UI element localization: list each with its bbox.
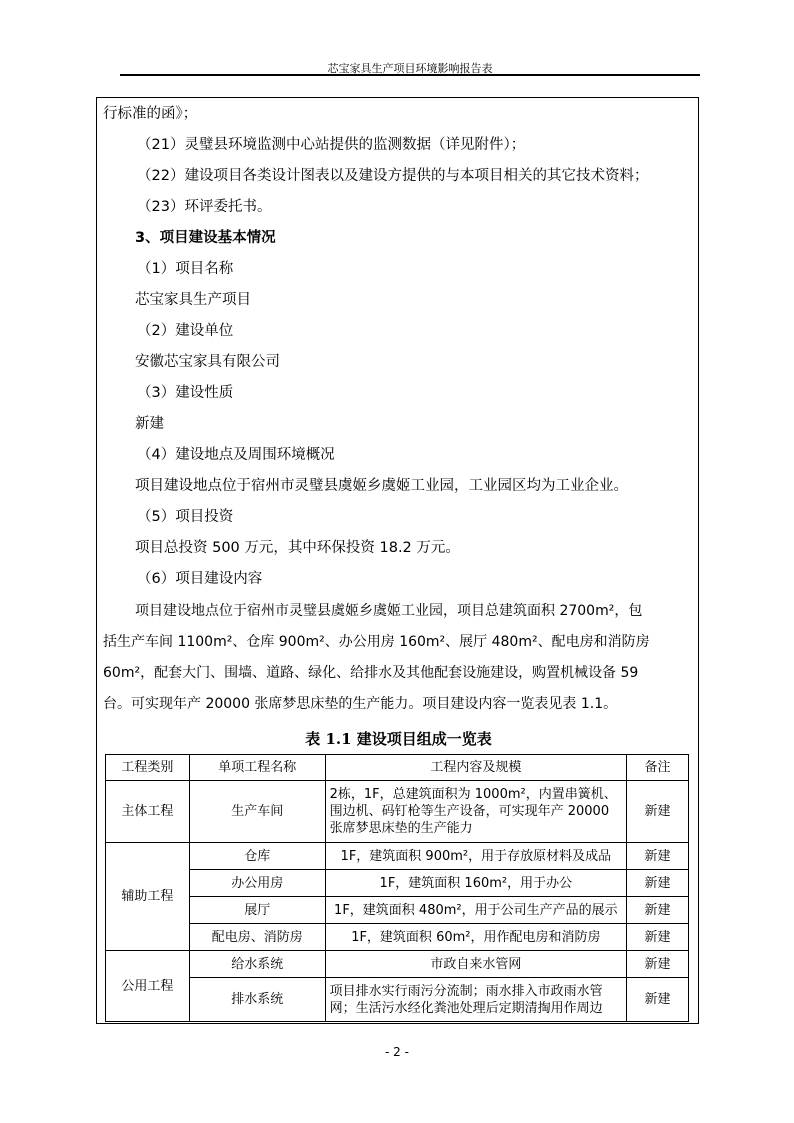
body-line: 项目建设地点位于宿州市灵璧县虞姬乡虞姬工业园，项目总建筑面积 2700m²，包 <box>135 603 643 619</box>
body-line: 项目建设地点位于宿州市灵璧县虞姬乡虞姬工业园，工业园区均为工业企业。 <box>135 478 628 494</box>
item-name-cell: 仓库 <box>189 843 325 870</box>
body-line: 项目总投资 500 万元，其中环保投资 18.2 万元。 <box>135 540 460 556</box>
body-line: （1）项目名称 <box>137 261 234 277</box>
note-cell: 新建 <box>627 924 689 951</box>
body-line: （3）建设性质 <box>137 385 234 401</box>
header-cell: 单项工程名称 <box>189 755 325 781</box>
table-header-row <box>106 755 689 781</box>
body-line: （22）建设项目各类设计图表以及建设方提供的与本项目相关的其它技术资料； <box>137 168 649 184</box>
content-cell: 1F，建筑面积 480m²，用于公司生产产品的展示 <box>325 897 626 924</box>
body-line: 安徽芯宝家具有限公司 <box>135 354 280 370</box>
header-cell: 工程类别 <box>106 755 190 781</box>
item-name-cell: 给水系统 <box>189 951 325 978</box>
note-cell: 新建 <box>627 978 689 1022</box>
category-cell: 辅助工程 <box>106 843 190 951</box>
header-cell: 备注 <box>627 755 689 781</box>
note-cell: 新建 <box>627 870 689 897</box>
body-line: （4）建设地点及周围环境概况 <box>137 447 335 463</box>
item-name-cell: 办公用房 <box>189 870 325 897</box>
header-cell: 工程内容及规模 <box>325 755 626 781</box>
body-line: （6）项目建设内容 <box>137 571 263 587</box>
header-rule <box>120 74 700 76</box>
body-line: 新建 <box>135 416 164 432</box>
note-cell: 新建 <box>627 951 689 978</box>
content-frame <box>96 97 699 1024</box>
content-cell: 1F，建筑面积 60m²，用作配电房和消防房 <box>325 924 626 951</box>
table-row <box>106 924 689 951</box>
table-row <box>106 843 689 870</box>
content-cell: 市政自来水管网 <box>325 951 626 978</box>
item-name-cell: 展厅 <box>189 897 325 924</box>
body-line: 括生产车间 1100m²、仓库 900m²、办公用房 160m²、展厅 480m²、配电房和消防房 <box>103 634 650 650</box>
table-row <box>106 978 689 1022</box>
content-cell: 项目排水实行雨污分流制；雨水排入市政雨水管网；生活污水经化粪池处理后定期清掏用作周边 <box>325 978 626 1022</box>
section-heading: 3、项目建设基本情况 <box>135 230 276 246</box>
table-caption: 表 1.1 建设项目组成一览表 <box>305 730 492 748</box>
body-line: （21）灵璧县环境监测中心站提供的监测数据（详见附件）； <box>137 137 526 153</box>
body-line: （23）环评委托书。 <box>137 199 272 215</box>
note-cell: 新建 <box>627 781 689 843</box>
table-row <box>106 897 689 924</box>
note-cell: 新建 <box>627 843 689 870</box>
content-cell: 1F，建筑面积 900m²，用于存放原材料及成品 <box>325 843 626 870</box>
table-row <box>106 781 689 843</box>
body-line: 台。可实现年产 20000 张席梦思床垫的生产能力。项目建设内容一览表见表 1.1。 <box>103 696 618 712</box>
content-cell: 1F，建筑面积 160m²，用于办公 <box>325 870 626 897</box>
item-name-cell: 配电房、消防房 <box>189 924 325 951</box>
note-cell: 新建 <box>627 897 689 924</box>
table-row <box>106 870 689 897</box>
body-line: 60m²，配套大门、围墙、道路、绿化、给排水及其他配套设施建设，购置机械设备 59 <box>103 665 639 681</box>
project-components-table <box>105 754 689 1022</box>
category-cell: 公用工程 <box>106 951 190 1022</box>
page-number: - 2 - <box>385 1045 409 1059</box>
item-name-cell: 排水系统 <box>189 978 325 1022</box>
running-header: 芯宝家具生产项目环境影响报告表 <box>327 62 493 75</box>
content-cell: 2栋，1F，总建筑面积为 1000m²，内置串簧机、围边机、码钉枪等生产设备，可实现年产 20000 张席梦思床垫的生产能力 <box>325 781 626 843</box>
item-name-cell: 生产车间 <box>189 781 325 843</box>
body-line: （5）项目投资 <box>137 509 234 525</box>
body-line: （2）建设单位 <box>137 323 234 339</box>
table-row <box>106 951 689 978</box>
category-cell: 主体工程 <box>106 781 190 843</box>
body-line: 芯宝家具生产项目 <box>135 292 251 308</box>
body-line: 行标准的函》； <box>103 106 198 122</box>
